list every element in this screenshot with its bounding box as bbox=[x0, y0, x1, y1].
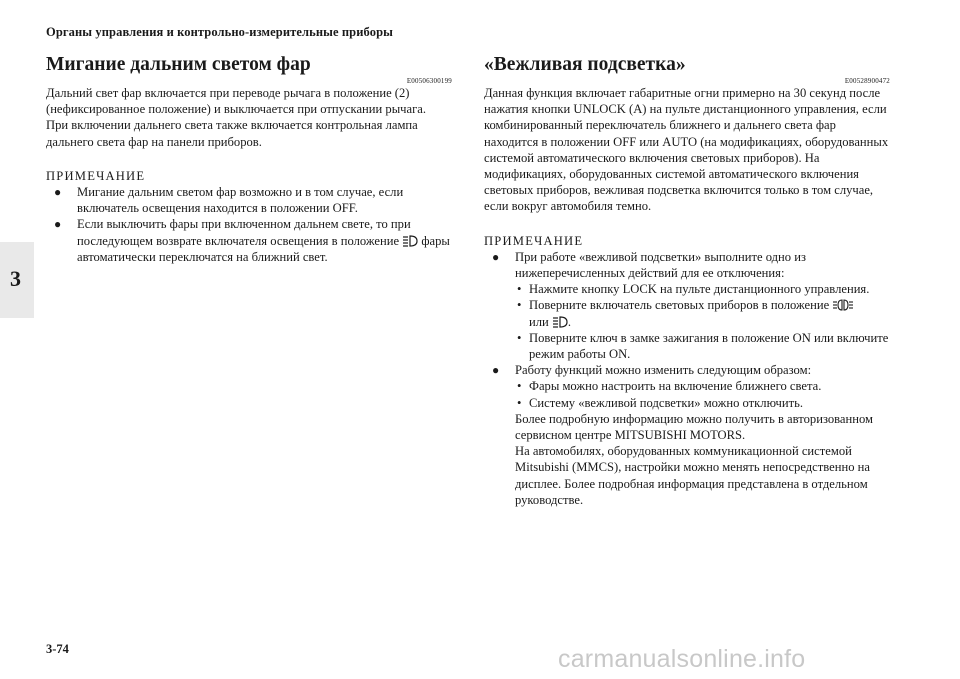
section-title-courtesy-light: «Вежливая подсветка» bbox=[484, 54, 686, 75]
page-number: 3-74 bbox=[46, 642, 69, 656]
section-number: 3 bbox=[10, 266, 21, 291]
sub-list bbox=[515, 281, 890, 362]
note-list bbox=[484, 249, 890, 508]
paragraph: Дальний свет фар включается при переводе рычага в положение (2) (нефиксированное положение) и выключается при отпускании рычага. bbox=[46, 86, 427, 117]
dot-icon: • bbox=[517, 330, 522, 345]
paragraph: При включении дальнего света также включается контрольная лампа дальнего света фар на панели приборов. bbox=[46, 118, 418, 149]
note-text: При работе «вежливой подсветки» выполните одно из нижеперечисленных действий для ее отключения: bbox=[515, 249, 806, 281]
dot-icon: • bbox=[517, 282, 522, 297]
right-column bbox=[484, 54, 890, 508]
sub-item bbox=[515, 330, 890, 362]
bullet-icon: ● bbox=[492, 363, 500, 378]
sub-text: Поверните ключ в замке зажигания в положение ON или включите режим работы ON. bbox=[529, 330, 889, 362]
dot-icon: • bbox=[517, 395, 522, 410]
note-heading: ПРИМЕЧАНИЕ bbox=[484, 233, 584, 248]
dot-icon: • bbox=[517, 298, 522, 313]
note-item bbox=[484, 362, 890, 508]
note-text: Если выключить фары при включенном дальнем свете, то при последующем возврате включателя освещения в положение bbox=[77, 217, 411, 248]
sub-text: или bbox=[529, 314, 549, 329]
sub-item bbox=[515, 395, 890, 411]
sub-list bbox=[515, 378, 890, 410]
watermark: carmanualsonline.info bbox=[558, 645, 806, 673]
note-item bbox=[46, 216, 452, 265]
headlamp-icon bbox=[402, 235, 418, 247]
sub-text: Систему «вежливой подсветки» можно отключить. bbox=[529, 395, 803, 410]
sub-text: Фары можно настроить на включение ближнего света. bbox=[529, 379, 822, 394]
section-code: E00506300199 bbox=[406, 77, 452, 85]
section-code: E00528900472 bbox=[844, 77, 890, 85]
note-item bbox=[46, 184, 452, 216]
left-column bbox=[46, 54, 452, 265]
paragraph: Данная функция включает габаритные огни примерно на 30 секунд после нажатия кнопки UNLOCK (A) на пульте дистанционного управления, если комбинированный переключатель ближнего и дальнего света фар находится в положении OFF или AUTO (на модификациях, оборудованных системой автоматического включения световых приборов). На модификациях, оборудованных системой автоматического включения световых приборов, вежливая подсветка включится только в том случае, если вокруг автомобиля темно. bbox=[484, 86, 889, 214]
sub-item bbox=[515, 297, 890, 329]
note-text: Работу функций можно изменить следующим образом: bbox=[515, 363, 812, 378]
note-extra: Более подробную информацию можно получить в авторизованном сервисном центре MITSUBISHI MOTORS. bbox=[515, 411, 874, 443]
bullet-icon: ● bbox=[54, 217, 62, 232]
note-text: фары автоматически переключатся на ближний свет. bbox=[77, 233, 450, 264]
running-header: Органы управления и контрольно-измерительные приборы bbox=[46, 25, 393, 39]
sub-item bbox=[515, 378, 890, 394]
note-heading: ПРИМЕЧАНИЕ bbox=[46, 168, 146, 183]
dot-icon: • bbox=[517, 379, 522, 394]
sub-text: . bbox=[567, 314, 572, 329]
sub-text: Поверните включатель световых приборов в положение bbox=[529, 298, 830, 313]
sub-text: Нажмите кнопку LOCK на пульте дистанционного управления. bbox=[529, 282, 870, 297]
section-title-high-beam-flash: Мигание дальним светом фар bbox=[46, 54, 311, 75]
note-text: Мигание дальним светом фар возможно и в том случае, если включатель освещения находится в положении OFF. bbox=[77, 185, 404, 216]
note-extra: На автомобилях, оборудованных коммуникационной системой Mitsubishi (MMCS), настройки можно менять непосредственно на дисплее. Более подробная информация представлена в отдельном руководстве. bbox=[515, 444, 870, 507]
sub-item bbox=[515, 281, 890, 297]
section-tab bbox=[0, 242, 34, 318]
note-item bbox=[484, 249, 890, 362]
bullet-icon: ● bbox=[492, 249, 500, 264]
note-list bbox=[46, 184, 452, 265]
bullet-icon: ● bbox=[54, 185, 62, 200]
parking-lamp-icon bbox=[832, 299, 854, 311]
headlamp-icon bbox=[552, 316, 568, 328]
